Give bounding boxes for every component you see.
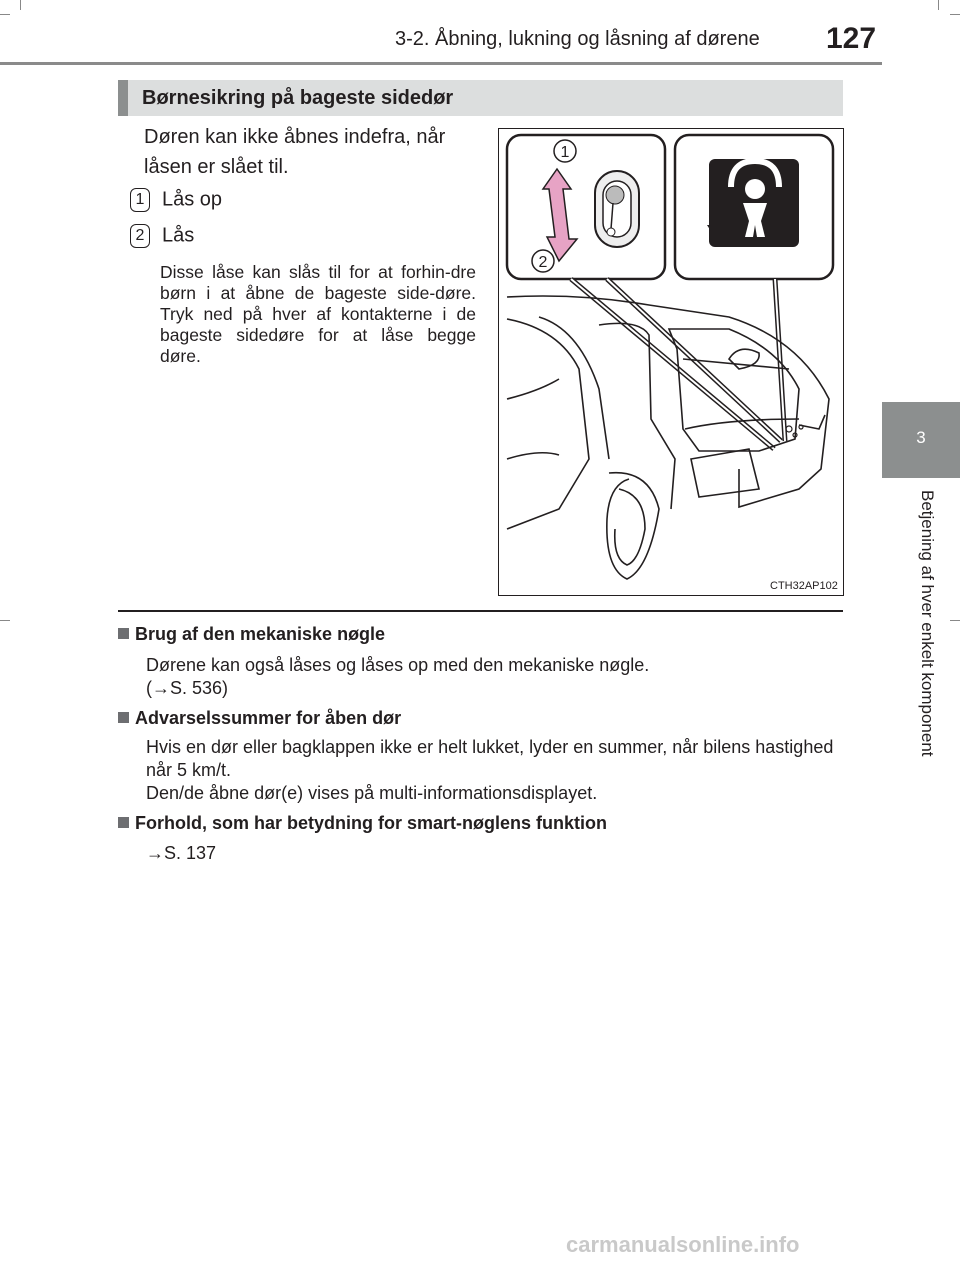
item-label: Lås op	[162, 188, 223, 211]
figure-illustration	[499, 129, 842, 594]
crop-mark	[20, 0, 21, 10]
bullet-square-icon	[118, 628, 129, 639]
note-text: Disse låse kan slås til for at forhin-dre børn i at åbne de bageste side-døre. Tryk ned på hver af kontakterne i de bageste sidedøre for at låse begge døre.	[160, 262, 476, 366]
page-reference-text: S. 137	[164, 843, 217, 863]
list-item	[130, 224, 194, 248]
crop-mark	[0, 14, 10, 15]
note-heading-text: Brug af den mekaniske nøgle	[135, 624, 386, 644]
arrow-icon: →	[152, 678, 170, 698]
note-heading	[118, 708, 401, 729]
page-reference[interactable]: (→S. 536)	[146, 678, 229, 698]
note-heading-text: Forhold, som har betydning for smart-nøglens funktion	[135, 813, 607, 833]
bullet-square-icon	[118, 712, 129, 723]
callout-1-label: 1	[560, 144, 570, 161]
header-rule	[0, 62, 882, 65]
bullet-square-icon	[118, 817, 129, 828]
page-number: 127	[826, 22, 877, 55]
note-heading	[118, 624, 385, 645]
callout-2-label: 2	[538, 254, 548, 271]
chapter-number: 3	[916, 428, 926, 447]
crop-mark	[938, 0, 939, 10]
chapter-label: Betjening af hver enkelt komponent	[918, 490, 937, 757]
note-body	[146, 736, 846, 805]
arrow-icon: →	[146, 843, 164, 863]
intro-text: Døren kan ikke åbnes indefra, når låsen er slået til.	[144, 126, 446, 178]
note-line: Den/de åbne dør(e) vises på multi-informationsdisplayet.	[146, 783, 598, 803]
note-line: Hvis en dør eller bagklappen ikke er helt lukket, lyder en summer, når bilens hastighed når 5 km/t.	[146, 737, 834, 780]
crop-mark	[950, 620, 960, 621]
running-header-title: 3-2. Åbning, lukning og låsning af dørene	[395, 28, 760, 50]
watermark: carmanualsonline.info	[566, 1232, 800, 1257]
item-label: Lås	[162, 224, 195, 247]
crop-mark	[950, 14, 960, 15]
crop-mark	[0, 620, 10, 621]
divider-rule	[118, 610, 843, 612]
item-number-badge: 2	[130, 224, 150, 248]
item-number-badge: 1	[130, 188, 150, 212]
figure-code: CTH32AP102	[770, 580, 838, 592]
page-reference-text: S. 536	[170, 678, 223, 698]
lock-switch-callout	[507, 135, 665, 279]
page-reference[interactable]	[146, 842, 846, 865]
child-lock-figure	[498, 128, 844, 596]
note-heading	[118, 813, 607, 834]
note-body	[146, 654, 846, 700]
list-item	[130, 188, 222, 212]
note-heading-text: Advarselssummer for åben dør	[135, 708, 402, 728]
note-line: Dørene kan også låses og låses op med den mekaniske nøgle.	[146, 655, 650, 675]
section-heading: Børnesikring på bageste sidedør	[118, 80, 843, 116]
